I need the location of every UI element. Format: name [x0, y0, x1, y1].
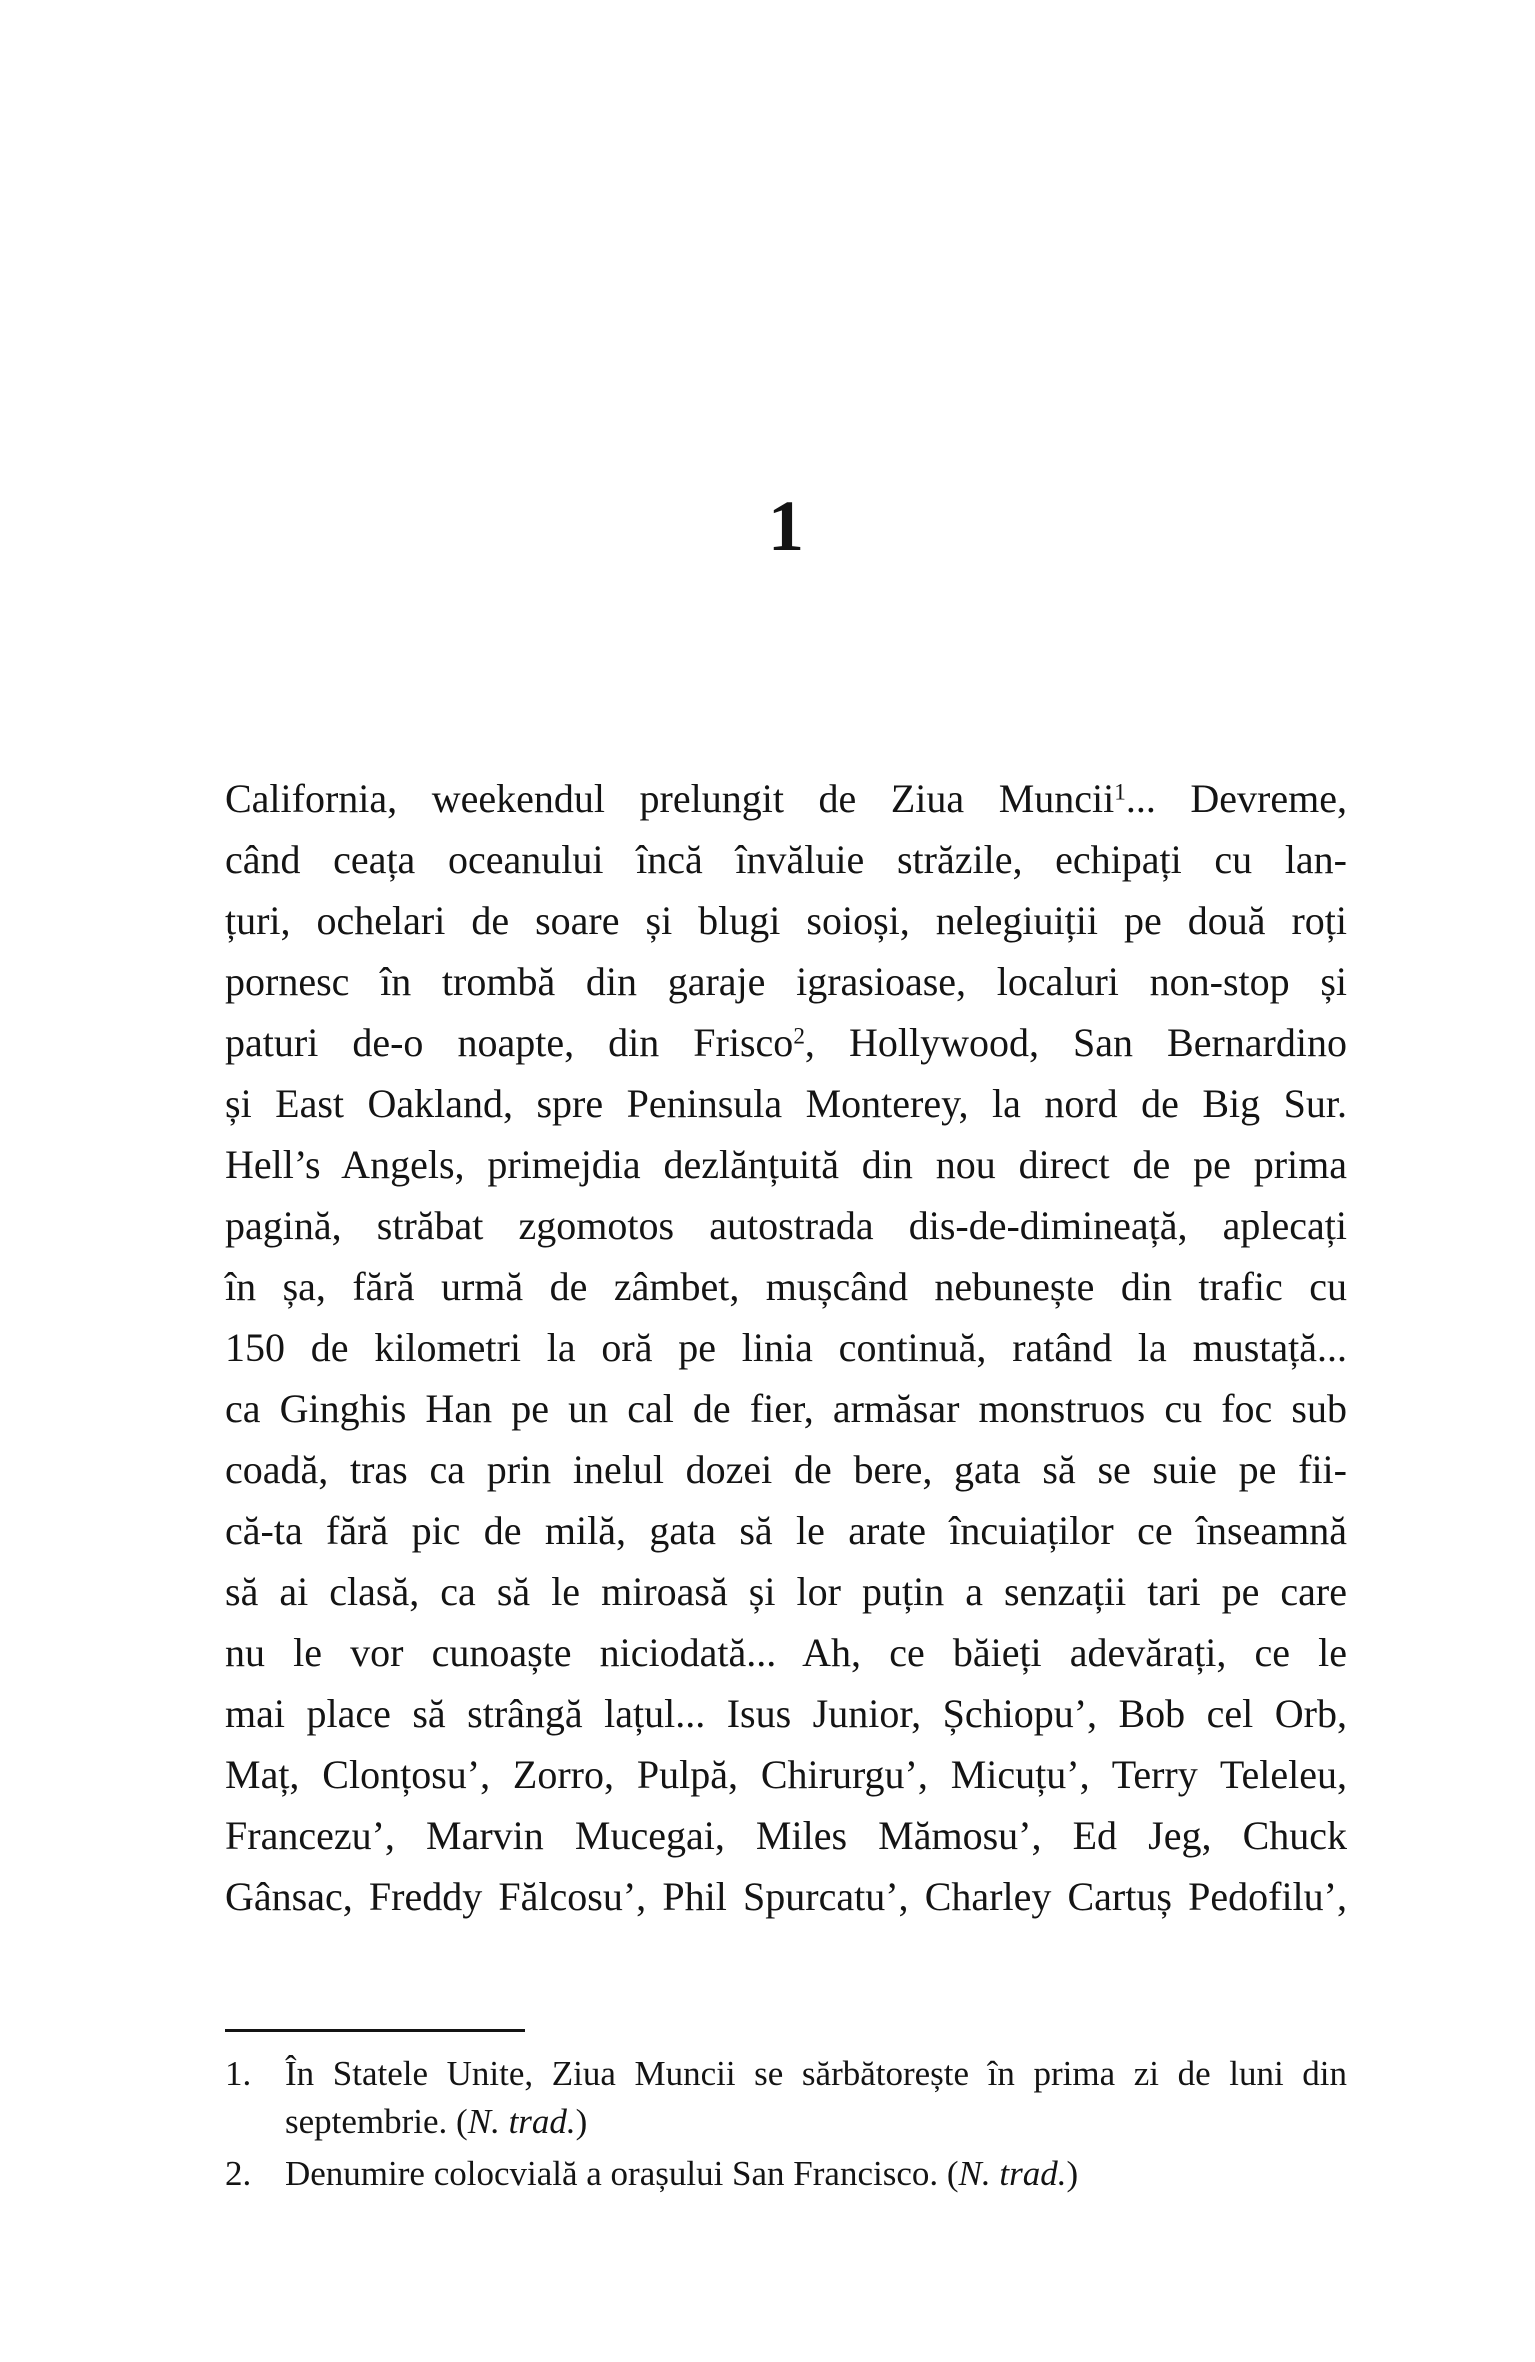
translator-note-italic: N. trad.	[467, 2102, 576, 2141]
paragraph-line: Maț, Clonțosu’, Zorro, Pulpă, Chirurgu’, Micuțu’, Terry Teleleu,	[225, 1752, 1347, 1797]
paragraph-line: pagină, străbat zgomotos autostrada dis-de-dimineață, aplecați	[225, 1203, 1347, 1248]
paragraph-line: în șa, fără urmă de zâmbet, mușcând nebunește din trafic cu	[225, 1264, 1347, 1309]
paragraph-line: California, weekendul prelungit de Ziua Muncii$^1$... Devreme,	[225, 776, 1347, 821]
footnote-reference: 1	[1114, 779, 1126, 806]
footnote-number: 2.	[225, 2154, 252, 2193]
paragraph-line: Gânsac, Freddy Fălcosu’, Phil Spurcatu’, Charley Cartuș Pedofilu’,	[225, 1874, 1347, 1919]
body-paragraph	[225, 768, 1347, 1927]
paragraph-line: când ceața oceanului încă învăluie străzile, echipați cu lan-	[225, 837, 1347, 882]
paragraph-line: mai place să strângă lațul... Isus Junior, Șchiopu’, Bob cel Orb,	[225, 1691, 1347, 1736]
chapter-number: 1	[768, 486, 804, 566]
paragraph-line: Hell’s Angels, primejdia dezlănțuită din nou direct de pe prima	[225, 1142, 1347, 1187]
paragraph-line: Francezu’, Marvin Mucegai, Miles Mămosu’, Ed Jeg, Chuck	[225, 1813, 1347, 1858]
paragraph-line: că-ta fără pic de milă, gata să le arate încuiaților ce înseamnă	[225, 1508, 1347, 1553]
footnote-item	[225, 2050, 1347, 2146]
paragraph-line: paturi de-o noapte, din Frisco$^2$, Hollywood, San Bernardino	[225, 1020, 1347, 1065]
paragraph-line: să ai clasă, ca să le miroasă și lor puțin a senzații tari pe care	[225, 1569, 1347, 1614]
footnote-reference: 2	[793, 1023, 805, 1050]
paragraph-line: și East Oakland, spre Peninsula Monterey, la nord de Big Sur.	[225, 1081, 1347, 1126]
paragraph-line: 150 de kilometri la oră pe linia continuă, ratând la mustață...	[225, 1325, 1347, 1370]
footnote-text: Denumire colocvială a orașului San Francisco. (N. trad.)	[285, 2154, 1079, 2193]
footnote-text: În Statele Unite, Ziua Muncii se sărbătorește în prima zi de luni din septembrie. (N. trad.)	[285, 2054, 1347, 2141]
translator-note-italic: N. trad.	[958, 2154, 1067, 2193]
paragraph-line: nu le vor cunoaște niciodată... Ah, ce băieți adevărați, ce le	[225, 1630, 1347, 1675]
paragraph-line: coadă, tras ca prin inelul dozei de bere, gata să se suie pe fii-	[225, 1447, 1347, 1492]
paragraph-line: pornesc în trombă din garaje igrasioase, localuri non-stop și	[225, 959, 1347, 1004]
footnote-number: 1.	[225, 2054, 252, 2093]
footnotes	[225, 2050, 1347, 2198]
footnote-item	[225, 2150, 1347, 2198]
paragraph-line: țuri, ochelari de soare și blugi soioși, nelegiuiții pe două roți	[225, 898, 1347, 943]
footnote-separator-rule	[225, 2029, 525, 2032]
paragraph-line: ca Ginghis Han pe un cal de fier, armăsar monstruos cu foc sub	[225, 1386, 1347, 1431]
